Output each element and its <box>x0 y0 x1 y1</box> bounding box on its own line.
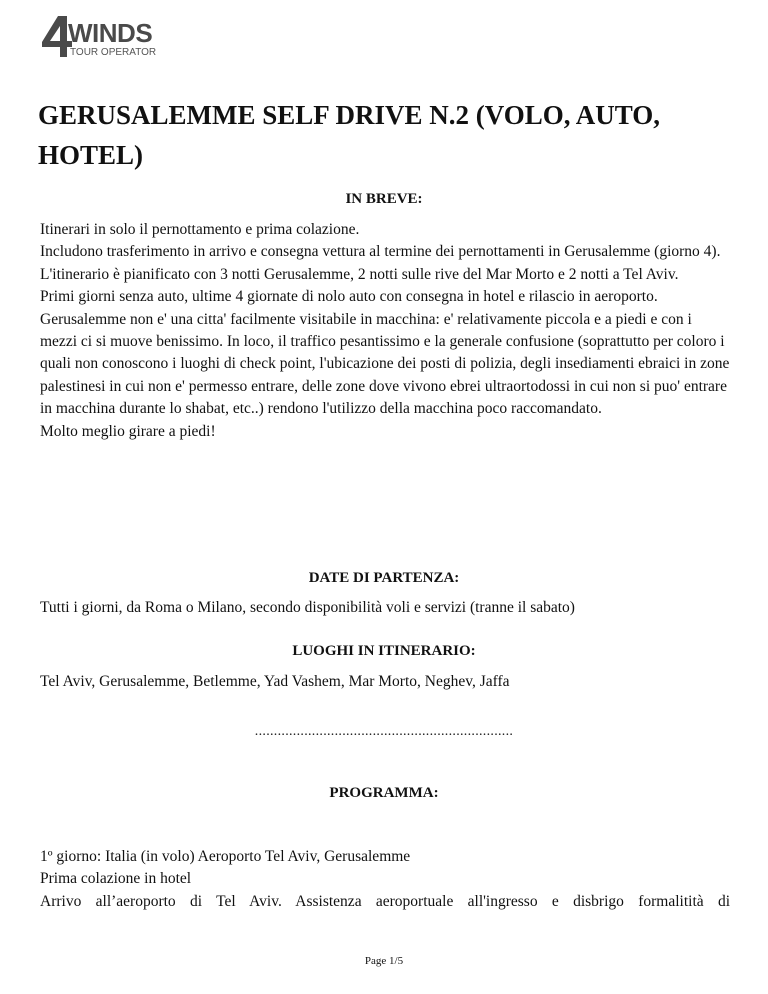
day-1-title: 1º giorno: Italia (in volo) Aeroporto Tel Aviv, Gerusalemme <box>40 848 411 865</box>
day-1-line-2: Prima colazione in hotel <box>40 870 192 888</box>
heading-luoghi: LUOGHI IN ITINERARIO: <box>292 643 476 659</box>
in-breve-body <box>40 219 730 443</box>
heading-programma: PROGRAMMA: <box>329 785 439 801</box>
in-breve-line-2: Includono trasferimento in arrivo e consegna vettura al termine dei pernottamenti in Gerusalemme (giorno 4). <box>40 243 721 261</box>
in-breve-line-5: Gerusalemme non e' una citta' facilmente visitabile in macchina: e' relativamente piccola e a piedi e con i mezzi ci si muove benissimo. In loco, il traffico pesantissimo e la generale confusione (soprattutto per coloro i quali non conoscono i luoghi di check point, l'ubicazione dei posti di polizia, degli insediamenti ebraici in zone palestinesi in cui non e' permesso entrare, delle zone dove vivono ebrei ultraortodossi in cui non si puo' entrare in macchina durante lo shabat, etc..) rendono l'utilizzo della macchina poco raccomandato. <box>40 310 730 418</box>
company-logo <box>40 14 180 60</box>
separator-dots: .................................................................... <box>254 724 514 739</box>
in-breve-line-1: Itinerari in solo il pernottamento e prima colazione. <box>40 221 360 238</box>
in-breve-line-4: Primi giorni senza auto, ultime 4 giornate di nolo auto con consegna in hotel e rilascio in aeroporto. <box>40 288 658 306</box>
in-breve-line-3: L'itinerario è pianificato con 3 notti Gerusalemme, 2 notti sulle rive del Mar Morto e 2 notti a Tel Aviv. <box>40 265 679 283</box>
programma-body <box>40 846 730 913</box>
date-partenza-text: Tutti i giorni, da Roma o Milano, secondo disponibilità voli e servizi (tranne il sabato) <box>40 599 575 616</box>
day-1-line-3: Arrivo all’aeroporto di Tel Aviv. Assistenza aeroportuale all'ingresso e disbrigo formalitità di <box>40 892 730 910</box>
page-title: GERUSALEMME SELF DRIVE N.2 (VOLO, AUTO, HOTEL) <box>38 100 661 170</box>
heading-in-breve: IN BREVE: <box>345 191 423 207</box>
page-number: Page 1/5 <box>364 955 404 967</box>
in-breve-line-6: Molto meglio girare a piedi! <box>40 422 216 440</box>
heading-date-partenza: DATE DI PARTENZA: <box>308 570 460 586</box>
logo-tagline: TOUR OPERATOR <box>70 47 157 58</box>
logo-brand-text: WINDS <box>68 18 153 48</box>
luoghi-text: Tel Aviv, Gerusalemme, Betlemme, Yad Vashem, Mar Morto, Neghev, Jaffa <box>40 673 510 690</box>
